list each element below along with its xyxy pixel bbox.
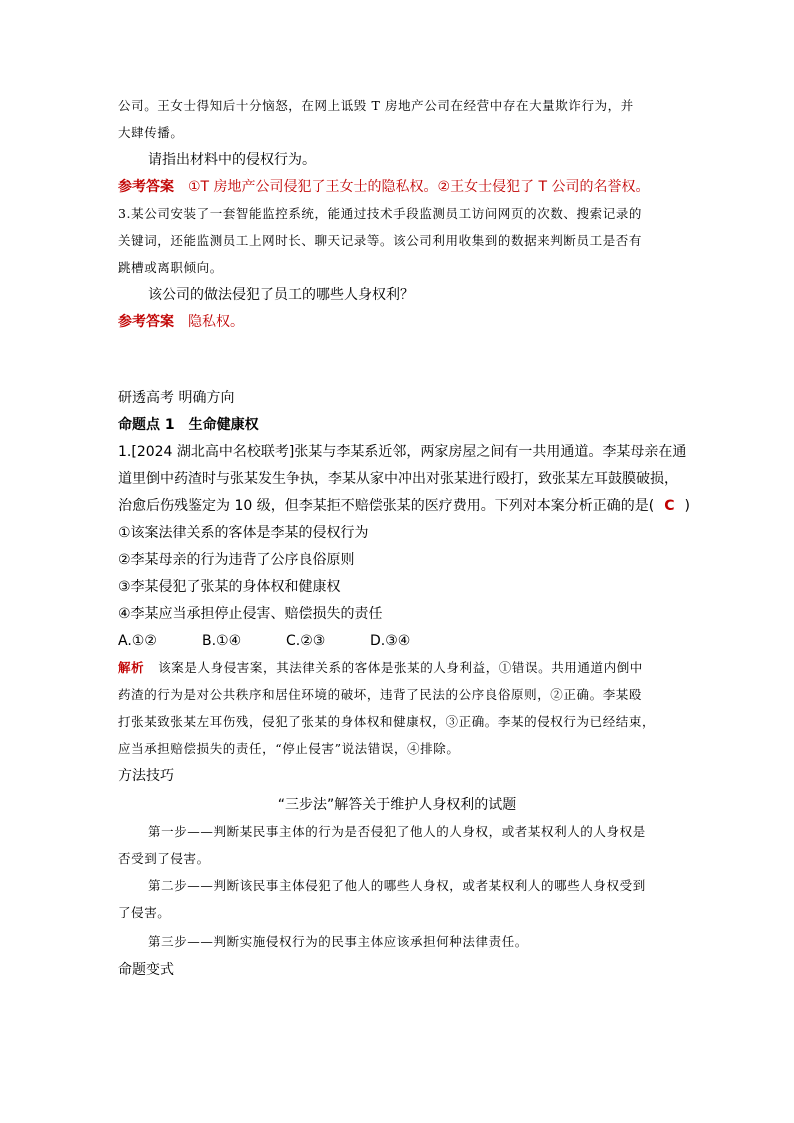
option-c: C.②③ — [286, 633, 326, 649]
answer-text: ①T 房地产公司侵犯了王女士的隐私权。②王女士侵犯了 T 公司的名誉权。 — [188, 179, 650, 195]
reference-answer-1 — [118, 179, 650, 196]
exam-line-3-text: 治愈后伤残鉴定为 10 级，但李某拒不赔偿张某的医疗费用。下列对本案分析正确的是( — [118, 498, 655, 514]
options-row — [118, 633, 454, 650]
analysis-label: 解析 — [118, 660, 145, 675]
exam-line-1: 1.[2024 湖北高中名校联考]张某与李某系近邻，两家房屋之间有一共用通道。李某母亲在通 — [118, 444, 687, 460]
q3-line-3: 跳槽或离职倾向。 — [118, 260, 223, 275]
reference-answer-3 — [118, 314, 244, 331]
answer-text: 隐私权。 — [188, 314, 244, 330]
step-1-line-1: 第一步——判断某民事主体的行为是否侵犯了他人的人身权，或者某权利人的人身权是 — [148, 824, 646, 839]
para1-line-2: 大肆传播。 — [118, 125, 184, 140]
step-1-line-2: 否受到了侵害。 — [118, 851, 210, 866]
exam-paren-close: ) — [684, 498, 690, 514]
option-b: B.①④ — [202, 633, 242, 649]
statement-2: ②李某母亲的行为违背了公序良俗原则 — [118, 552, 355, 568]
analysis-text-1: 该案是人身侵害案，其法律关系的客体是张某的人身利益，①错误。共用通道内倒中 — [158, 660, 643, 675]
option-d: D.③④ — [370, 633, 411, 649]
question-3: 该公司的做法侵犯了员工的哪些人身权利？ — [148, 287, 414, 303]
analysis-line-2: 药渣的行为是对公共秩序和居住环境的破坏，违背了民法的公序良俗原则，②正确。李某殴 — [118, 687, 643, 702]
topic-point-heading: 命题点 1 生命健康权 — [118, 417, 259, 433]
para1-line-1: 公司。王女士得知后十分恼怒，在网上诋毁 T 房地产公司在经营中存在大量欺诈行为，并 — [118, 98, 634, 113]
q3-line-2: 关键词，还能监测员工上网时长、聊天记录等。该公司利用收集到的数据来判断员工是否有 — [118, 233, 643, 248]
q3-line-1: 3.某公司安装了一套智能监控系统，能通过技术手段监测员工访问网页的次数、搜索记录的 — [118, 206, 643, 221]
step-2-line-2: 了侵害。 — [118, 905, 171, 920]
method-heading: 方法技巧 — [118, 768, 174, 784]
answer-label: 参考答案 — [118, 314, 174, 330]
question-1: 请指出材料中的侵权行为。 — [148, 152, 316, 168]
step-2-line-1: 第二步——判断该民事主体侵犯了他人的哪些人身权，或者某权利人的哪些人身权受到 — [148, 878, 646, 893]
statement-4: ④李某应当承担停止侵害、赔偿损失的责任 — [118, 606, 383, 622]
step-3-line-1: 第三步——判断实施侵权行为的民事主体应该承担何种法律责任。 — [148, 934, 528, 949]
option-a: A.①② — [118, 633, 157, 649]
exam-line-3 — [118, 498, 690, 515]
analysis-line-3: 打张某致张某左耳伤残，侵犯了张某的身体权和健康权，③正确。李某的侵权行为已经结束， — [118, 714, 656, 729]
exam-line-2: 道里倒中药渣时与张某发生争执，李某从家中冲出对张某进行殴打，致张某左耳鼓膜破损， — [118, 471, 678, 487]
answer-label: 参考答案 — [118, 179, 174, 195]
section-title: 研透高考 明确方向 — [118, 390, 235, 406]
exam-answer: C — [664, 498, 675, 514]
analysis-line-1 — [118, 660, 643, 675]
statement-1: ①该案法律关系的客体是李某的侵权行为 — [118, 525, 369, 541]
statement-3: ③李某侵犯了张某的身体权和健康权 — [118, 579, 341, 595]
variant-heading: 命题变式 — [118, 962, 174, 978]
method-title: “三步法”解答关于维护人身权利的试题 — [277, 797, 517, 813]
analysis-line-4: 应当承担赔偿损失的责任，“停止侵害”说法错误，④排除。 — [118, 741, 460, 756]
